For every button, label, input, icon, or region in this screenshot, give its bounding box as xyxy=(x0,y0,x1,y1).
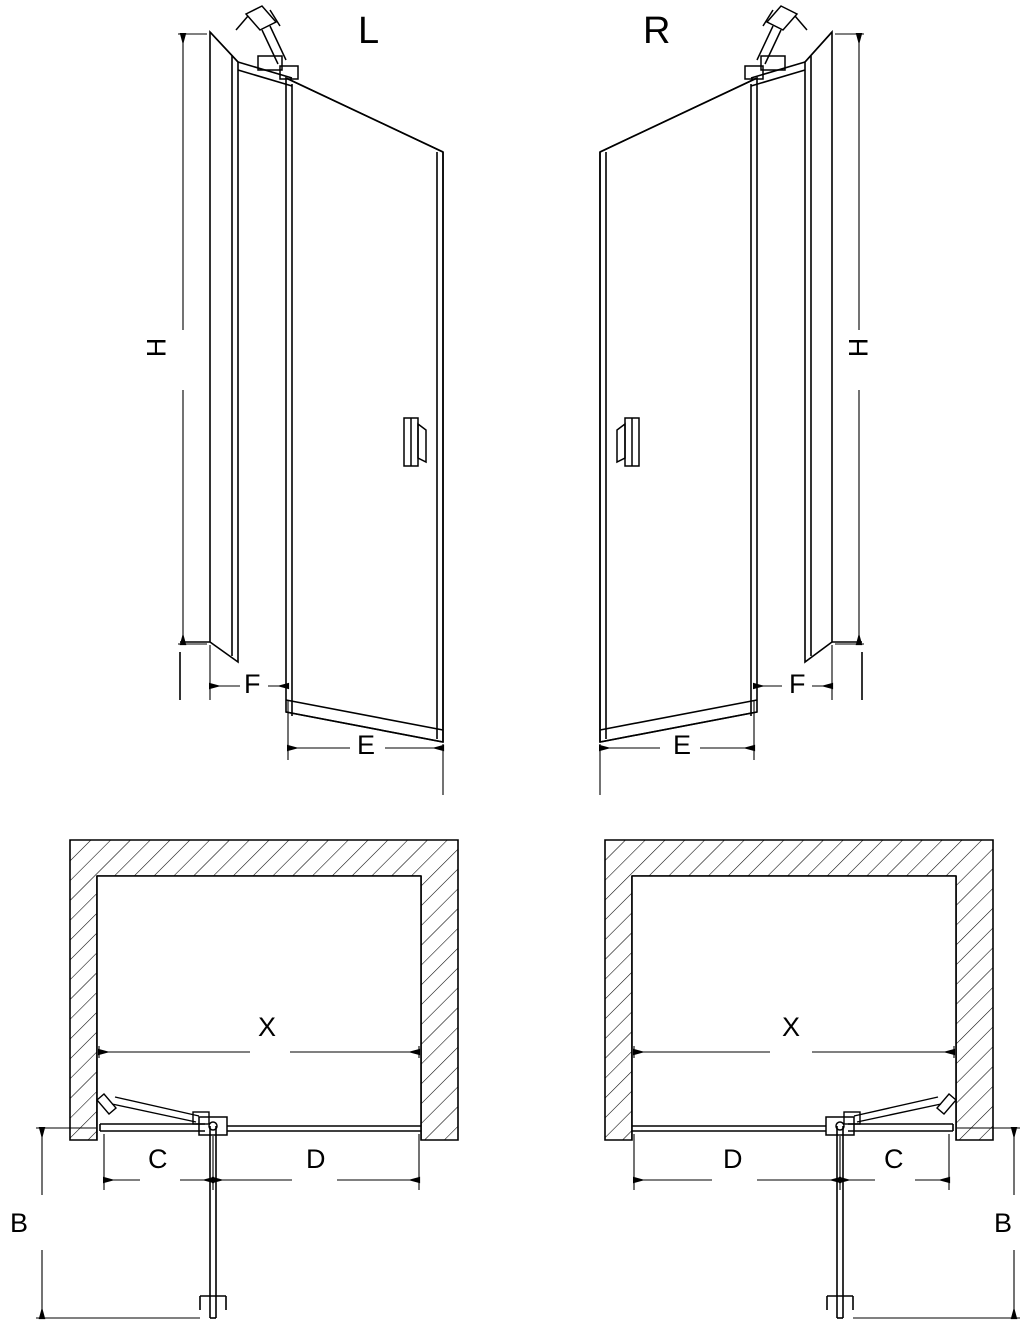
dimension-label-c-left: C xyxy=(148,1144,168,1174)
dimension-label-b-left: B xyxy=(10,1208,29,1238)
iso-view-right xyxy=(600,6,864,795)
dimension-label-d-right: D xyxy=(723,1144,743,1174)
dimension-label-e-left: E xyxy=(357,730,376,760)
dimension-label-h-right: H xyxy=(843,337,874,358)
dimension-label-x-left: X xyxy=(258,1012,277,1042)
dimension-label-h-left: H xyxy=(141,337,172,358)
dimension-label-d-left: D xyxy=(306,1144,326,1174)
variant-label-right: R xyxy=(643,10,671,52)
dimension-label-f-right: F xyxy=(789,669,806,699)
plan-view-left xyxy=(36,840,458,1318)
iso-view-left xyxy=(178,6,443,795)
dimension-label-f-left: F xyxy=(244,669,261,699)
dimension-label-c-right: C xyxy=(884,1144,904,1174)
dimension-label-x-right: X xyxy=(782,1012,801,1042)
variant-label-left: L xyxy=(358,10,380,52)
dimension-label-e-right: E xyxy=(673,730,692,760)
plan-view-right xyxy=(605,840,1020,1318)
dimension-label-b-right: B xyxy=(994,1208,1013,1238)
